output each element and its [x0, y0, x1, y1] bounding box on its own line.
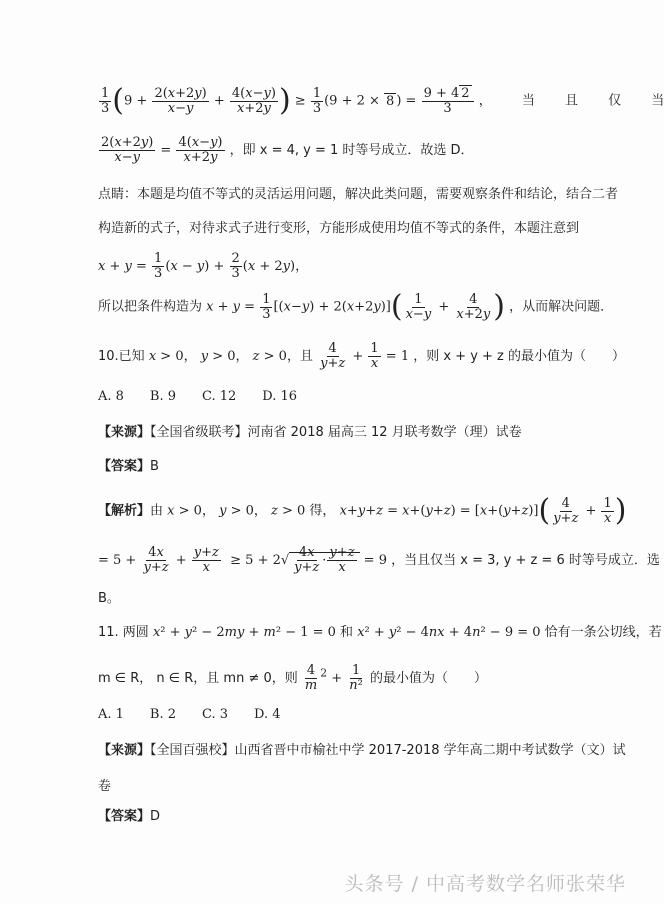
q10-answer-line	[98, 458, 159, 476]
q11-options: A. 1 B. 2 C. 3 D. 4	[98, 707, 281, 722]
note-line2: 构造新的式子，对待求式子进行变形，方能形成使用均值不等式的条件，本题注意到	[98, 221, 580, 236]
q11-answer-line	[98, 808, 160, 826]
q10-source: 【全国省级联考】河南省 2018 届高三 12 月联考数学（理）试卷	[150, 425, 522, 440]
question11-stem-line2: m ∈ R， n ∈ R，且 mn ≠ 0，则 $\frac{4}{m}$ $^2$ + $\frac{1}{\text{n²}}$ 的最小值为（ ）	[98, 663, 488, 693]
q10-source-line	[98, 424, 522, 442]
q10-analysis-mid: 得，	[309, 503, 336, 519]
question11-stem-line1: 11. 两圆 x² + y² − 2my + m² − 1 = 0 和 x² + y² − 4nx + 4n² − 9 = 0 恰有一条公切线，若	[98, 625, 662, 640]
note-text1: 本题是均值不等式的灵活运用问题，解决此类问题，需要观察条件和结论，结合二者	[137, 187, 619, 202]
q10-answer-label: 【答案】	[98, 459, 151, 474]
q11-source-cont: 卷	[98, 779, 112, 794]
solution9-formula-line2: $\frac{2(x+2y)}{x-y}$ = $\frac{4(x-y)}{x+2y}$ ，即 x = 4, y = 1 时等号成立．故选 D．	[101, 135, 474, 165]
note-line1	[98, 186, 618, 204]
q11-source-line	[98, 742, 626, 760]
note-label: 点睛：	[98, 187, 138, 202]
q11-stem1-prefix: 11. 两圆	[98, 625, 149, 640]
q11-answer: D	[150, 809, 161, 824]
q10-answer: B	[150, 459, 159, 474]
q11-stem1-mid: 和	[340, 625, 354, 640]
q10-analysis-prefix: 由	[150, 503, 164, 519]
q11-source: 【全国百强校】山西省晋中市榆社中学 2017-2018 学年高二期中考试数学（文）试	[150, 743, 626, 758]
q11-source-label: 【来源】	[98, 743, 151, 758]
q10-analysis-label: 【解析】	[98, 503, 151, 519]
q10-stem-prefix: 10.已知	[98, 349, 145, 364]
question10-stem: 10.已知 x > 0， y > 0， z > 0，且 $\frac{4}{y+z}$ + $\frac{1}{x}$ = 1 ，则 x + y + z 的最小值为（ ）	[98, 341, 626, 371]
solution9-formula-line1: $\frac{1}{3}$ (9 + $\frac{2(x+2y)}{x-y}$ + $\frac{4(x-y)}{x+2y}$ ) ≥ $\frac{1}{3}$ (9 + 2 × 8 ) = $\frac{9 + 4 2}{3}$ ， 当 且 仅 当	[101, 83, 664, 118]
q10-analysis-end: B。	[98, 591, 120, 606]
watermark: 头条号 / 中高考数学名师张荣华	[344, 873, 626, 895]
q11-stem2-prefix: m ∈ R， n ∈ R，且 mn ≠ 0，则	[98, 671, 298, 686]
note-formula-line3: x + y = $\frac{1}{3}$ (x − y) + $\frac{2}{3}$ (x + 2y)，	[98, 251, 309, 281]
q11-stem2-suffix: 的最小值为（ ）	[370, 671, 488, 686]
note-text4-suffix: ，从而解决问题．	[509, 299, 614, 315]
note-formula-line4: 所以把条件构造为 x + y = $\frac{1}{3}$ [(x−y) + 2(x+2y)]( $\frac{1}{x-y}$ + $\frac{4}{x+2y}$ ) ，从而解决问题．	[98, 289, 614, 324]
q10-stem-suffix: ，则 x + y + z 的最小值为（ ）	[413, 349, 626, 364]
note-text4-prefix: 所以把条件构造为	[98, 299, 203, 315]
q10-analysis-suffix: ，当且仅当 x = 3, y + z = 6 时等号成立．选	[391, 553, 660, 568]
q11-answer-label: 【答案】	[98, 809, 151, 824]
solution9-conclusion: ，即 x = 4, y = 1 时等号成立．故选 D．	[229, 143, 474, 158]
q10-options: A. 8 B. 9 C. 12 D. 16	[98, 389, 298, 404]
q10-analysis-line1: 【解析】由 x > 0， y > 0， z > 0 得， x+y+z = x+(y+z) = [x+(y+z)]( $\frac{4}{y+z}$ + $\frac{1}{x}$ )	[98, 493, 627, 528]
q10-source-label: 【来源】	[98, 425, 151, 440]
q11-stem1-suffix: 恰有一条公切线，若	[544, 625, 662, 640]
solution9-condition-text: ， 当 且 仅 当	[478, 93, 664, 109]
q10-analysis-line2: = 5 + $\frac{4x}{y+z}$ + $\frac{y+z}{x}$ ≥ 5 + 2√ $\frac{4x}{y+z}$ · $\frac{y+z}{x}$ = 9 ，当且仅当 x = 3, y + z = 6 时等号成立．选	[98, 545, 660, 575]
